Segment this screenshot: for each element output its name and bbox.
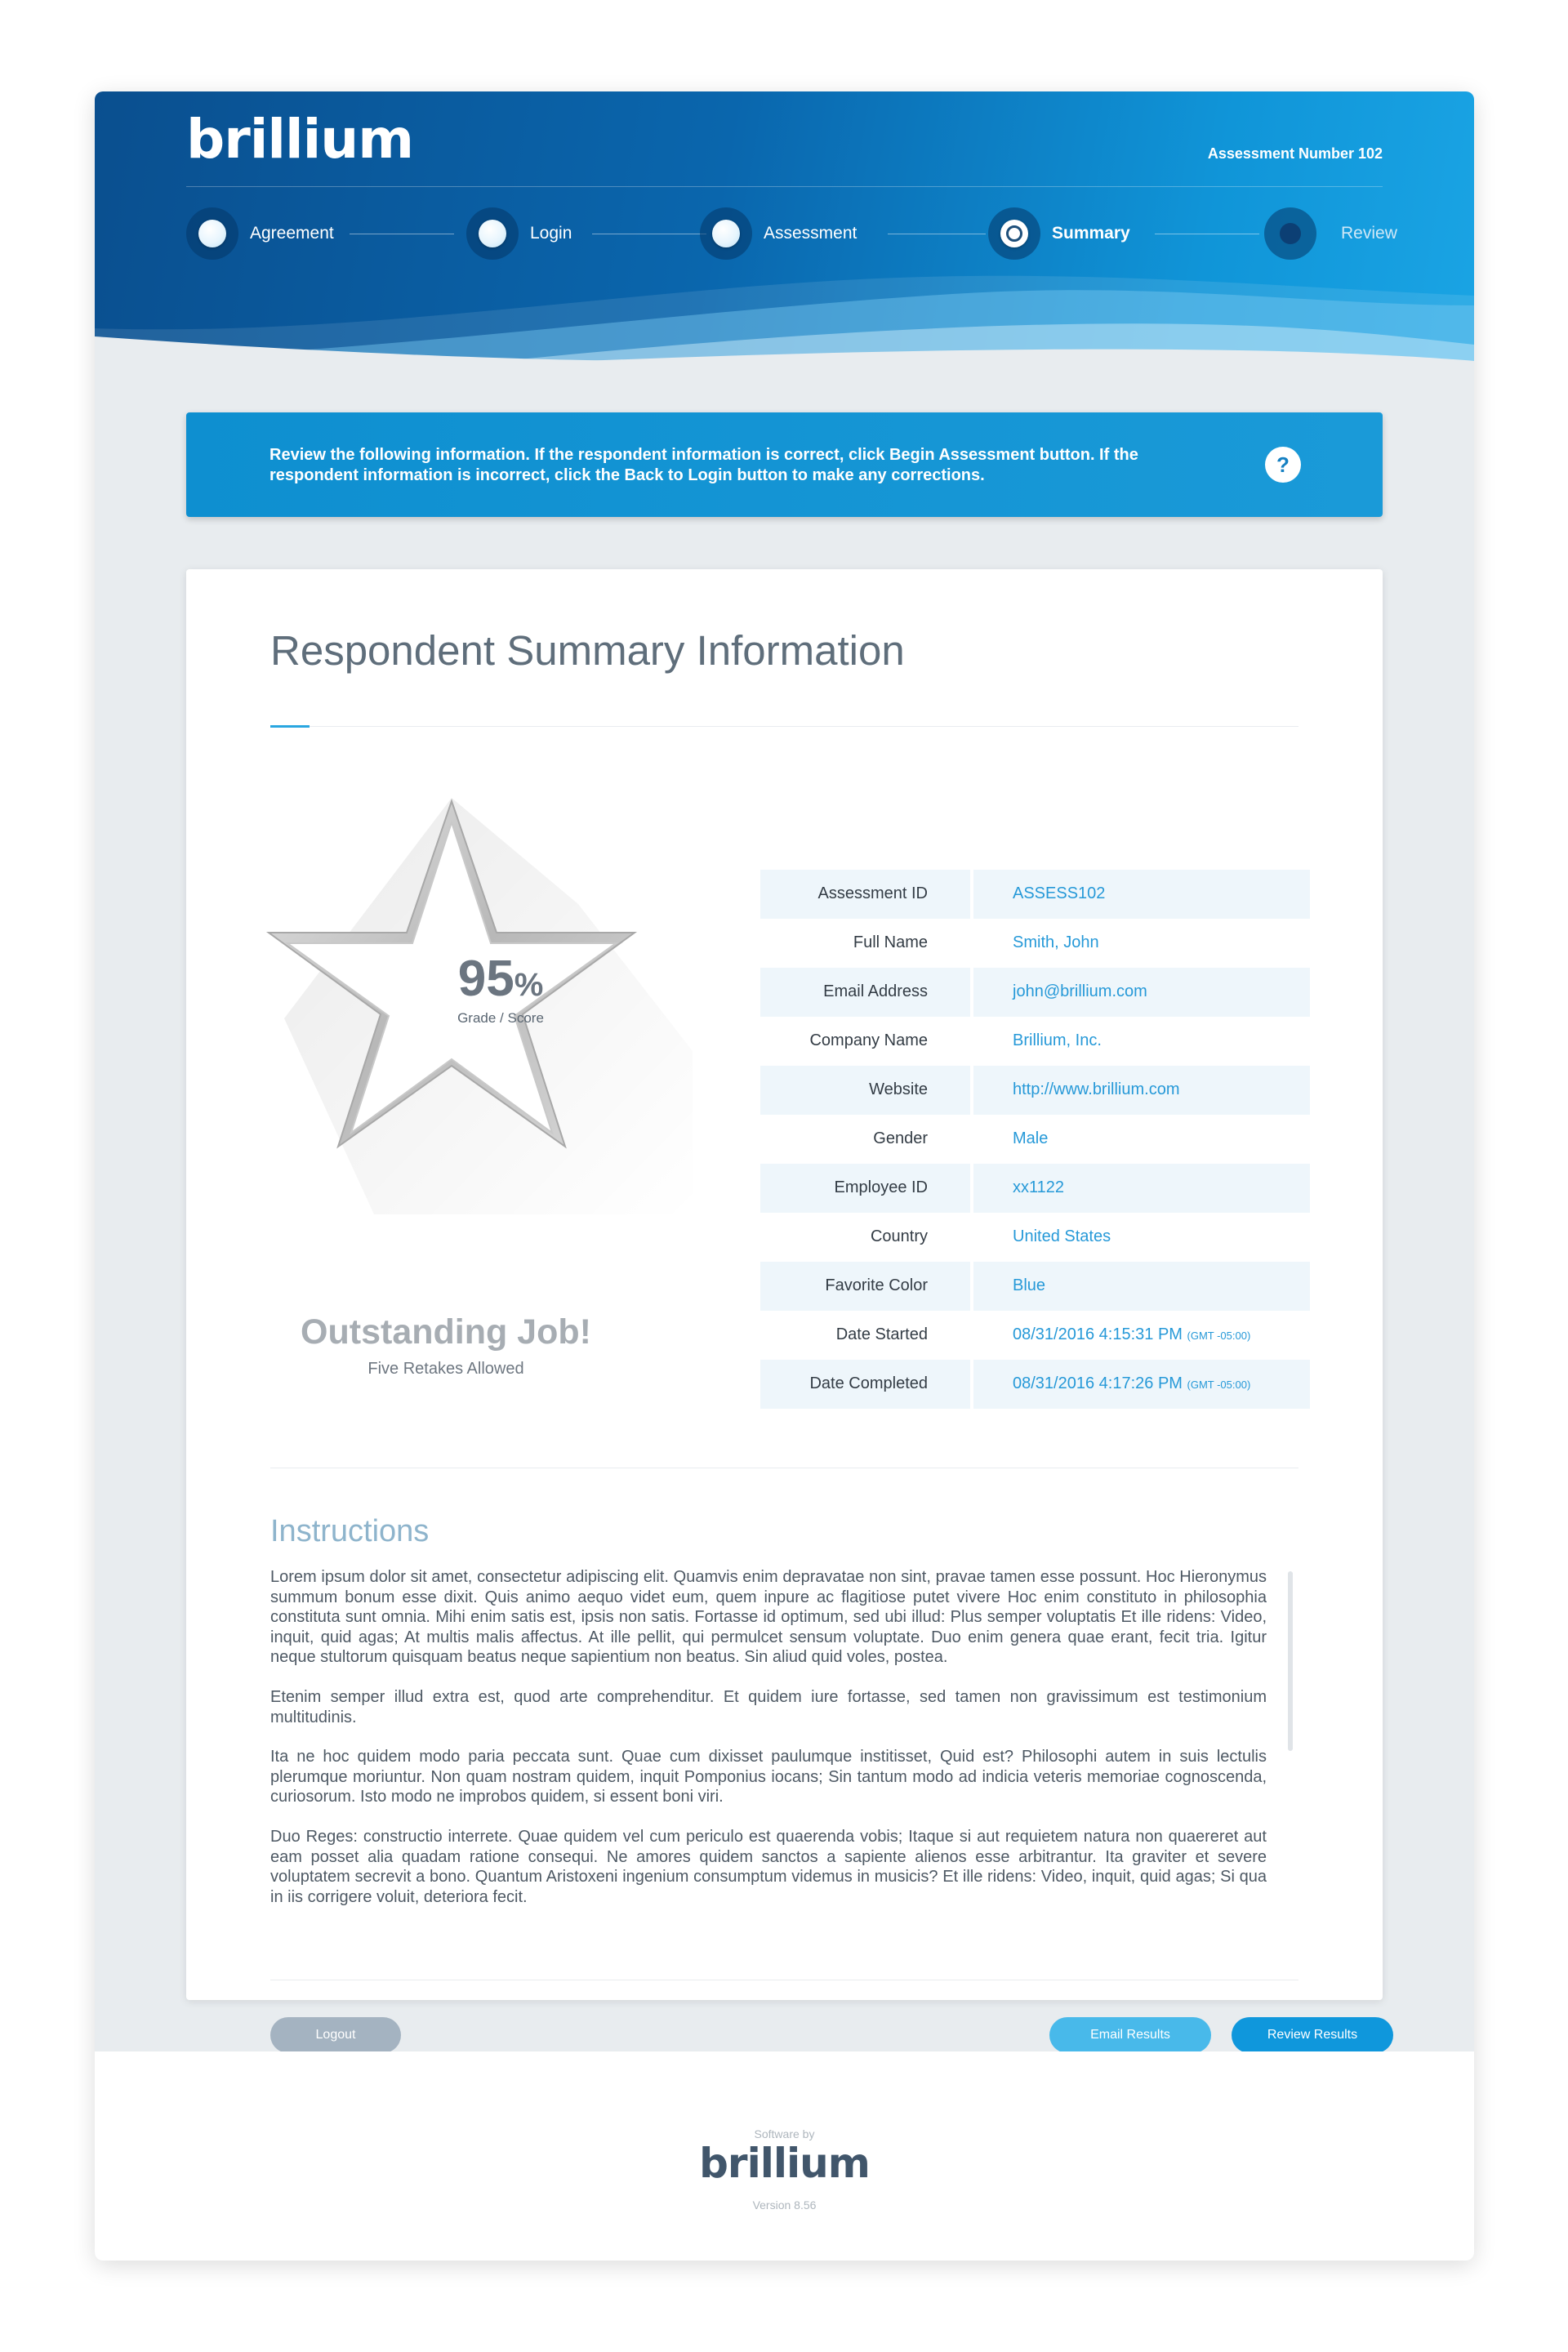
info-row	[760, 968, 1310, 1017]
info-value-text: ASSESS102	[1013, 884, 1106, 902]
info-row	[760, 1164, 1310, 1213]
info-value-text: john@brillium.com	[1013, 982, 1147, 1000]
info-value-text: http://www.brillium.com	[1013, 1080, 1180, 1098]
step-label: Summary	[1052, 224, 1130, 243]
info-value	[973, 1017, 1310, 1066]
footer-brillium-logo: brillium	[699, 2140, 870, 2187]
score-label: Grade / Score	[457, 1010, 544, 1026]
info-value	[973, 968, 1310, 1017]
instructions-paragraph: Duo Reges: constructio interrete. Quae quidem vel cum periculo est quaerenda vobis; Itaque si aut requietem natura non quaereret aut eam posset alia quadam ratione consequi. Ne amores quidem sanctos a sapiente alienos esse arbitrantur. Ita graviter et severe voluptatem secrevit a bono. Quantum Aristoxeni ingenium consumptum videmus in musicis? Et ille ridens: Video, inquit, quid agas; Si qua in iis corrigere voluit, deteriora fecit.	[270, 1827, 1267, 1906]
info-value-text: Smith, John	[1013, 933, 1099, 951]
info-label: Assessment ID	[760, 870, 970, 919]
header-divider	[186, 186, 1383, 187]
step-label: Login	[530, 224, 572, 243]
score-number: 95	[457, 951, 514, 1007]
info-label: Country	[870, 1227, 928, 1245]
instructions-body[interactable]	[270, 1567, 1267, 1927]
info-row	[760, 1262, 1310, 1311]
instructions-paragraph: Etenim semper illud extra est, quod arte comprehenditur. Et quidem iure fortasse, sed tamen non gravissimum est testimonium multitudinis.	[270, 1687, 1267, 1726]
info-value-text: xx1122	[1013, 1178, 1065, 1196]
review-results-button[interactable]: Review Results	[1232, 2017, 1393, 2053]
question-circle-icon[interactable]: ?	[1265, 447, 1301, 483]
step-complete-icon	[700, 207, 752, 260]
info-label: Full Name	[853, 933, 928, 951]
info-label: Date Completed	[760, 1360, 970, 1409]
step-agreement[interactable]	[186, 207, 334, 260]
instructions-scrollbar[interactable]	[1288, 1571, 1293, 1751]
instructions-title: Instructions	[270, 1514, 430, 1548]
retakes-note: Five Retakes Allowed	[368, 1360, 524, 1378]
step-assessment[interactable]	[700, 207, 857, 260]
info-value	[973, 1213, 1310, 1262]
respondent-info-table	[760, 870, 1310, 1409]
score-unit: %	[514, 967, 544, 1003]
step-complete-icon	[466, 207, 519, 260]
step-current-icon	[988, 207, 1040, 260]
step-login[interactable]	[466, 207, 572, 260]
title-divider	[270, 726, 1298, 727]
result-heading: Outstanding Job!	[301, 1312, 591, 1352]
page-title: Respondent Summary Information	[270, 627, 905, 674]
info-value-text: United States	[1013, 1227, 1111, 1245]
info-value	[973, 1262, 1310, 1311]
score-star	[235, 790, 693, 1214]
score-value	[407, 950, 595, 1008]
info-row	[760, 919, 1310, 968]
info-value	[973, 919, 1310, 968]
step-complete-icon	[186, 207, 238, 260]
info-label: Favorite Color	[760, 1262, 970, 1311]
banner-message: Review the following information. If the respondent information is correct, click Begin Assessment button. If the respondent information is incorrect, click the Back to Login button to make any corrections.	[270, 446, 1138, 484]
progress-steps	[186, 207, 1397, 260]
info-row	[760, 870, 1310, 919]
info-value	[973, 1115, 1310, 1164]
info-label: Website	[760, 1066, 970, 1115]
header	[95, 91, 1474, 361]
info-row	[760, 1213, 1310, 1262]
info-label: Email Address	[760, 968, 970, 1017]
info-value-text: 08/31/2016 4:17:26 PM	[1013, 1374, 1183, 1392]
info-value	[973, 1164, 1310, 1213]
version-label: Version 8.56	[752, 2198, 817, 2212]
info-label: Gender	[873, 1129, 928, 1147]
info-value	[973, 1066, 1310, 1115]
step-summary[interactable]	[988, 207, 1130, 260]
email-results-button[interactable]: Email Results	[1049, 2017, 1211, 2053]
info-row	[760, 1311, 1310, 1360]
info-value-text: Blue	[1013, 1276, 1046, 1294]
step-label: Agreement	[250, 224, 334, 243]
info-row	[760, 1360, 1310, 1409]
info-row	[760, 1017, 1310, 1066]
info-row	[760, 1066, 1310, 1115]
instructions-paragraph: Lorem ipsum dolor sit amet, consectetur adipiscing elit. Quamvis enim depravatae non sint, pravae tamen esse possunt. Hoc Hieronymus summum bonum esse dixit. Quis animo aequo videt eum, quem inpure ac flagitiose putet vivere Hoc enim constituto in philosophia constituta sunt omnia. Mihi enim satis est, ipsis non satis. Fortasse id optimum, sed ubi illud: Plus semper voluptatis Et ille ridens: Video, inquit, quid agas; At multis malis affectus. At ille pellit, qui permulcet sensum voluptate. Duo enim genera quae erant, fecit tria. Igitur neque stultorum quisquam beatus neque sapientium non beatus. Sin aliud quid voles, postea.	[270, 1568, 1267, 1667]
info-value-text: 08/31/2016 4:15:31 PM	[1013, 1325, 1183, 1343]
info-label: Company Name	[809, 1031, 928, 1049]
timezone-label: (GMT -05:00)	[1187, 1379, 1251, 1391]
brillium-logo: brillium	[186, 108, 414, 171]
title-accent	[270, 725, 310, 728]
footer	[95, 2051, 1474, 2261]
app-window	[95, 91, 1474, 2261]
software-by-label: Software by	[754, 2127, 815, 2140]
logout-button[interactable]: Logout	[270, 2017, 401, 2053]
info-value-text: Brillium, Inc.	[1013, 1031, 1102, 1049]
step-pending-icon	[1264, 207, 1316, 260]
info-value-text: Male	[1013, 1129, 1049, 1147]
info-label: Employee ID	[760, 1164, 970, 1213]
info-banner	[186, 412, 1383, 517]
summary-card	[186, 569, 1383, 2042]
info-value	[973, 1311, 1310, 1360]
instructions-paragraph: Ita ne hoc quidem modo paria peccata sunt. Quae cum dixisset paulumque institisset, Quid est? Philosophi autem in suis lectulis plerumque moriuntur. Non quam nostram quidem, inquit Pomponius iocans; Sin tantum modo ad indicia veteris memoriae cognoscenda, curiosorum. Isto modo ne improbos quidem, si essent boni viri.	[270, 1748, 1267, 1806]
assessment-number: Assessment Number 102	[1207, 145, 1383, 162]
info-label: Date Started	[835, 1325, 928, 1343]
info-value	[973, 1360, 1310, 1409]
step-review[interactable]	[1264, 207, 1397, 260]
step-label: Assessment	[764, 224, 858, 243]
info-value	[973, 870, 1310, 919]
info-row	[760, 1115, 1310, 1164]
step-label: Review	[1341, 224, 1397, 243]
timezone-label: (GMT -05:00)	[1187, 1330, 1251, 1342]
